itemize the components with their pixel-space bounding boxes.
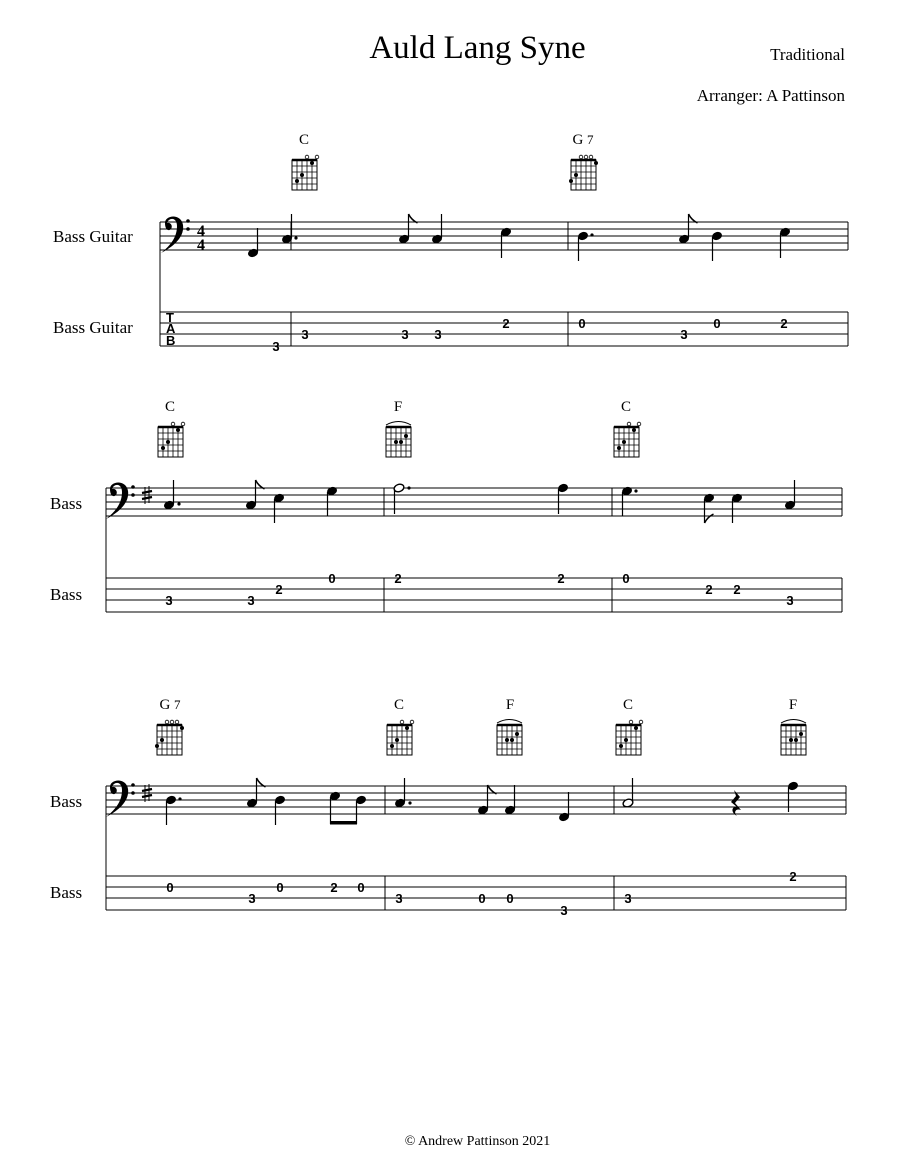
tab-number: 3 [401, 327, 409, 342]
copyright-notice: © Andrew Pattinson 2021 [404, 1134, 551, 1149]
tab-number: 2 [394, 571, 402, 586]
tab-number: 3 [395, 891, 403, 906]
notes [166, 778, 799, 825]
chord-name: C [164, 399, 175, 415]
tab-lines [106, 876, 846, 910]
chord-diagram-c [158, 422, 185, 457]
chord-diagrams [155, 155, 806, 755]
chord-name: G 7 [572, 132, 594, 148]
tab-number: 3 [165, 593, 173, 608]
tab-number: 3 [680, 327, 688, 342]
staff-label: Bass [50, 792, 83, 811]
tab-number: 2 [502, 316, 510, 331]
staff-lines [106, 488, 842, 516]
time-signature [197, 223, 205, 254]
tab-number: 3 [786, 593, 794, 608]
system-2 [106, 480, 842, 612]
tab-number: 3 [247, 593, 255, 608]
composer-credit: Traditional [770, 45, 845, 64]
staff-label: Bass [50, 494, 83, 513]
svg-text:A: A [166, 321, 176, 336]
tab-number: 2 [733, 582, 741, 597]
tab-number: 3 [248, 891, 256, 906]
tab-number: 0 [166, 880, 174, 895]
tab-number: 2 [275, 582, 283, 597]
tab-number: 0 [622, 571, 630, 586]
tab-number: 3 [434, 327, 442, 342]
tab-label: Bass Guitar [53, 318, 133, 337]
score-title: Auld Lang Syne [369, 30, 586, 66]
barlines [106, 488, 842, 612]
tab-lines [106, 578, 842, 612]
tab-number: 0 [506, 891, 514, 906]
tab-number: 0 [276, 880, 284, 895]
chord-diagram-f [386, 422, 411, 458]
chord-name: G 7 [159, 697, 181, 713]
tab-number: 2 [789, 869, 797, 884]
chord-diagram-g7 [155, 720, 184, 755]
chord-diagram-g7 [569, 155, 598, 190]
chord-name: F [505, 697, 515, 713]
tab-number: 0 [357, 880, 365, 895]
tab-number: 0 [713, 316, 721, 331]
system-3 [106, 778, 846, 918]
svg-text:B: B [166, 333, 176, 348]
tab-number: 0 [578, 316, 586, 331]
chord-diagram-f [781, 720, 806, 756]
chord-diagram-c [387, 720, 414, 755]
tab-label: Bass [50, 585, 83, 604]
notes [248, 214, 791, 261]
system-1 [160, 214, 848, 354]
tab-number: 3 [272, 339, 280, 354]
tab-number: 0 [478, 891, 486, 906]
staff-lines [160, 222, 848, 250]
tab-number: 3 [560, 903, 568, 918]
tab-number: 3 [301, 327, 309, 342]
tab-number: 2 [705, 582, 713, 597]
tab-number: 0 [328, 571, 336, 586]
chord-name: C [298, 132, 309, 148]
chord-diagram-f [497, 720, 522, 756]
svg-text:4: 4 [197, 237, 205, 254]
chord-name: C [622, 697, 633, 713]
tab-numbers [272, 316, 787, 354]
chord-name: F [393, 399, 403, 415]
chord-diagram-c [614, 422, 641, 457]
chord-diagram-c [292, 155, 319, 190]
chord-name: C [620, 399, 631, 415]
arranger-credit: Arranger: A Pattinson [696, 86, 845, 105]
svg-text:4: 4 [197, 223, 205, 240]
chord-name: C [393, 697, 404, 713]
chord-diagram-c [616, 720, 643, 755]
svg-text:T: T [166, 310, 174, 325]
tab-clef-icon [166, 310, 176, 348]
staff-label: Bass Guitar [53, 227, 133, 246]
tab-number: 2 [557, 571, 565, 586]
tab-number: 2 [330, 880, 338, 895]
tab-number: 3 [624, 891, 632, 906]
tab-number: 2 [780, 316, 788, 331]
tab-label: Bass [50, 883, 83, 902]
chord-name: F [788, 697, 798, 713]
